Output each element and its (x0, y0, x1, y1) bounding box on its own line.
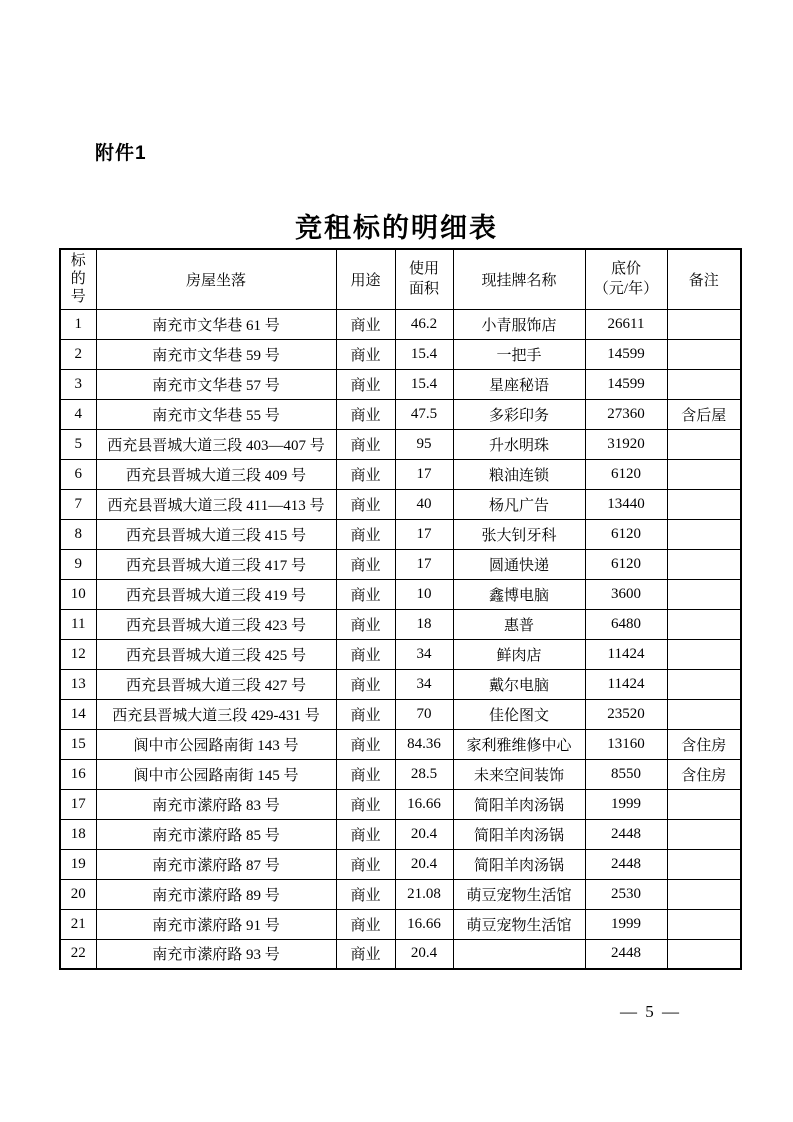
cell-area: 34 (395, 669, 453, 699)
cell-remark (667, 429, 741, 459)
table-row (60, 639, 741, 669)
cell-name: 简阳羊肉汤锅 (453, 819, 585, 849)
cell-name: 简阳羊肉汤锅 (453, 789, 585, 819)
attachment-label: 附件1 (95, 143, 147, 164)
cell-name: 圆通快递 (453, 549, 585, 579)
cell-location: 南充市潆府路 91 号 (96, 909, 336, 939)
table-row (60, 879, 741, 909)
cell-price: 3600 (585, 579, 667, 609)
cell-price: 1999 (585, 909, 667, 939)
cell-price: 11424 (585, 669, 667, 699)
cell-remark (667, 309, 741, 339)
table-header-row (60, 249, 741, 309)
cell-name: 惠普 (453, 609, 585, 639)
cell-price: 13440 (585, 489, 667, 519)
cell-use: 商业 (336, 369, 395, 399)
cell-remark (667, 489, 741, 519)
cell-price: 6480 (585, 609, 667, 639)
cell-location: 南充市潆府路 83 号 (96, 789, 336, 819)
cell-no: 14 (60, 699, 96, 729)
cell-no: 16 (60, 759, 96, 789)
cell-area: 16.66 (395, 789, 453, 819)
cell-no: 19 (60, 849, 96, 879)
cell-location: 南充市文华巷 55 号 (96, 399, 336, 429)
cell-location: 西充县晋城大道三段 427 号 (96, 669, 336, 699)
cell-name: 星座秘语 (453, 369, 585, 399)
cell-location: 西充县晋城大道三段 417 号 (96, 549, 336, 579)
cell-name: 杨凡广告 (453, 489, 585, 519)
table-row (60, 459, 741, 489)
cell-area: 47.5 (395, 399, 453, 429)
cell-remark (667, 609, 741, 639)
cell-use: 商业 (336, 819, 395, 849)
cell-area: 34 (395, 639, 453, 669)
cell-remark (667, 639, 741, 669)
table-row (60, 669, 741, 699)
cell-no: 22 (60, 939, 96, 969)
cell-name: 鑫博电脑 (453, 579, 585, 609)
cell-location: 西充县晋城大道三段 425 号 (96, 639, 336, 669)
cell-location: 西充县晋城大道三段 423 号 (96, 609, 336, 639)
cell-area: 18 (395, 609, 453, 639)
col-header-location: 房屋坐落 (96, 249, 336, 309)
cell-no: 15 (60, 729, 96, 759)
table-row (60, 909, 741, 939)
cell-use: 商业 (336, 669, 395, 699)
cell-use: 商业 (336, 519, 395, 549)
cell-location: 西充县晋城大道三段 403—407 号 (96, 429, 336, 459)
cell-name: 未来空间装饰 (453, 759, 585, 789)
cell-use: 商业 (336, 339, 395, 369)
cell-price: 11424 (585, 639, 667, 669)
cell-area: 15.4 (395, 339, 453, 369)
cell-location: 南充市文华巷 59 号 (96, 339, 336, 369)
cell-use: 商业 (336, 429, 395, 459)
cell-price: 26611 (585, 309, 667, 339)
cell-no: 6 (60, 459, 96, 489)
cell-use: 商业 (336, 549, 395, 579)
cell-name: 佳伦图文 (453, 699, 585, 729)
cell-price: 14599 (585, 369, 667, 399)
cell-name: 萌豆宠物生活馆 (453, 909, 585, 939)
cell-no: 5 (60, 429, 96, 459)
cell-location: 西充县晋城大道三段 409 号 (96, 459, 336, 489)
cell-remark (667, 699, 741, 729)
col-header-area (395, 249, 453, 309)
cell-name: 多彩印务 (453, 399, 585, 429)
cell-area: 17 (395, 549, 453, 579)
cell-name: 鲜肉店 (453, 639, 585, 669)
cell-use: 商业 (336, 789, 395, 819)
cell-remark (667, 879, 741, 909)
table-row (60, 759, 741, 789)
table-row (60, 519, 741, 549)
cell-remark (667, 579, 741, 609)
cell-area: 21.08 (395, 879, 453, 909)
cell-use: 商业 (336, 939, 395, 969)
cell-area: 20.4 (395, 819, 453, 849)
cell-location: 西充县晋城大道三段 429-431 号 (96, 699, 336, 729)
cell-no: 10 (60, 579, 96, 609)
cell-price: 8550 (585, 759, 667, 789)
cell-price: 6120 (585, 519, 667, 549)
cell-name: 粮油连锁 (453, 459, 585, 489)
col-header-use: 用途 (336, 249, 395, 309)
cell-use: 商业 (336, 909, 395, 939)
cell-no: 4 (60, 399, 96, 429)
cell-use: 商业 (336, 459, 395, 489)
cell-area: 16.66 (395, 909, 453, 939)
cell-use: 商业 (336, 729, 395, 759)
cell-location: 阆中市公园路南街 143 号 (96, 729, 336, 759)
col-header-price-line1: 底价 (610, 261, 641, 277)
table-row (60, 729, 741, 759)
col-header-price (585, 249, 667, 309)
cell-name (453, 939, 585, 969)
cell-no: 11 (60, 609, 96, 639)
cell-remark (667, 549, 741, 579)
page-title: 竞租标的明细表 (295, 213, 498, 243)
cell-no: 13 (60, 669, 96, 699)
cell-name: 简阳羊肉汤锅 (453, 849, 585, 879)
table-row (60, 399, 741, 429)
col-header-remark: 备注 (667, 249, 741, 309)
cell-area: 17 (395, 519, 453, 549)
cell-price: 2448 (585, 939, 667, 969)
cell-location: 西充县晋城大道三段 415 号 (96, 519, 336, 549)
cell-location: 西充县晋城大道三段 419 号 (96, 579, 336, 609)
cell-remark: 含后屋 (667, 399, 741, 429)
cell-area: 40 (395, 489, 453, 519)
cell-remark (667, 909, 741, 939)
cell-price: 31920 (585, 429, 667, 459)
cell-remark (667, 369, 741, 399)
cell-no: 1 (60, 309, 96, 339)
cell-use: 商业 (336, 579, 395, 609)
cell-remark: 含住房 (667, 729, 741, 759)
cell-remark (667, 789, 741, 819)
cell-area: 28.5 (395, 759, 453, 789)
table-row (60, 849, 741, 879)
cell-no: 9 (60, 549, 96, 579)
cell-name: 萌豆宠物生活馆 (453, 879, 585, 909)
table-row (60, 699, 741, 729)
cell-area: 10 (395, 579, 453, 609)
cell-remark (667, 519, 741, 549)
table-row (60, 369, 741, 399)
table-row (60, 339, 741, 369)
cell-price: 1999 (585, 789, 667, 819)
cell-area: 20.4 (395, 939, 453, 969)
cell-remark (667, 459, 741, 489)
cell-area: 46.2 (395, 309, 453, 339)
col-header-name: 现挂牌名称 (453, 249, 585, 309)
cell-name: 戴尔电脑 (453, 669, 585, 699)
table-row (60, 579, 741, 609)
cell-area: 95 (395, 429, 453, 459)
cell-use: 商业 (336, 609, 395, 639)
cell-use: 商业 (336, 309, 395, 339)
cell-price: 2448 (585, 849, 667, 879)
cell-price: 6120 (585, 549, 667, 579)
cell-price: 13160 (585, 729, 667, 759)
table-row (60, 489, 741, 519)
cell-name: 升水明珠 (453, 429, 585, 459)
col-header-price-line2: （元/年） (593, 281, 659, 298)
table-row (60, 549, 741, 579)
cell-no: 7 (60, 489, 96, 519)
table-row (60, 939, 741, 969)
cell-name: 张大钊牙科 (453, 519, 585, 549)
table-row (60, 609, 741, 639)
cell-no: 21 (60, 909, 96, 939)
col-header-index (60, 249, 96, 309)
cell-use: 商业 (336, 759, 395, 789)
cell-area: 20.4 (395, 849, 453, 879)
cell-no: 2 (60, 339, 96, 369)
cell-location: 南充市潆府路 85 号 (96, 819, 336, 849)
cell-no: 20 (60, 879, 96, 909)
cell-remark (667, 819, 741, 849)
col-header-area-line1: 使用 (408, 261, 439, 277)
table-row (60, 429, 741, 459)
cell-remark (667, 339, 741, 369)
col-header-area-line2: 面积 (408, 281, 439, 298)
table-row (60, 309, 741, 339)
cell-use: 商业 (336, 879, 395, 909)
cell-use: 商业 (336, 399, 395, 429)
page-number: — 5 — (620, 1002, 681, 1021)
cell-remark (667, 939, 741, 969)
cell-location: 南充市潆府路 93 号 (96, 939, 336, 969)
cell-remark: 含住房 (667, 759, 741, 789)
cell-area: 70 (395, 699, 453, 729)
cell-no: 18 (60, 819, 96, 849)
cell-no: 3 (60, 369, 96, 399)
cell-use: 商业 (336, 699, 395, 729)
cell-price: 6120 (585, 459, 667, 489)
cell-no: 17 (60, 789, 96, 819)
cell-price: 23520 (585, 699, 667, 729)
cell-use: 商业 (336, 639, 395, 669)
cell-use: 商业 (336, 849, 395, 879)
cell-price: 2448 (585, 819, 667, 849)
cell-area: 17 (395, 459, 453, 489)
table-row (60, 789, 741, 819)
cell-location: 南充市文华巷 57 号 (96, 369, 336, 399)
cell-use: 商业 (336, 489, 395, 519)
cell-area: 84.36 (395, 729, 453, 759)
cell-location: 南充市文华巷 61 号 (96, 309, 336, 339)
cell-location: 南充市潆府路 87 号 (96, 849, 336, 879)
cell-location: 南充市潆府路 89 号 (96, 879, 336, 909)
cell-no: 8 (60, 519, 96, 549)
cell-location: 西充县晋城大道三段 411—413 号 (96, 489, 336, 519)
cell-remark (667, 669, 741, 699)
cell-no: 12 (60, 639, 96, 669)
cell-price: 2530 (585, 879, 667, 909)
cell-name: 家利雅维修中心 (453, 729, 585, 759)
col-header-index-label: 标的号 (70, 253, 86, 306)
cell-location: 阆中市公园路南街 145 号 (96, 759, 336, 789)
cell-name: 小青服饰店 (453, 309, 585, 339)
bidding-detail-table (59, 248, 742, 970)
table-row (60, 819, 741, 849)
cell-price: 27360 (585, 399, 667, 429)
cell-price: 14599 (585, 339, 667, 369)
cell-remark (667, 849, 741, 879)
cell-name: 一把手 (453, 339, 585, 369)
cell-area: 15.4 (395, 369, 453, 399)
